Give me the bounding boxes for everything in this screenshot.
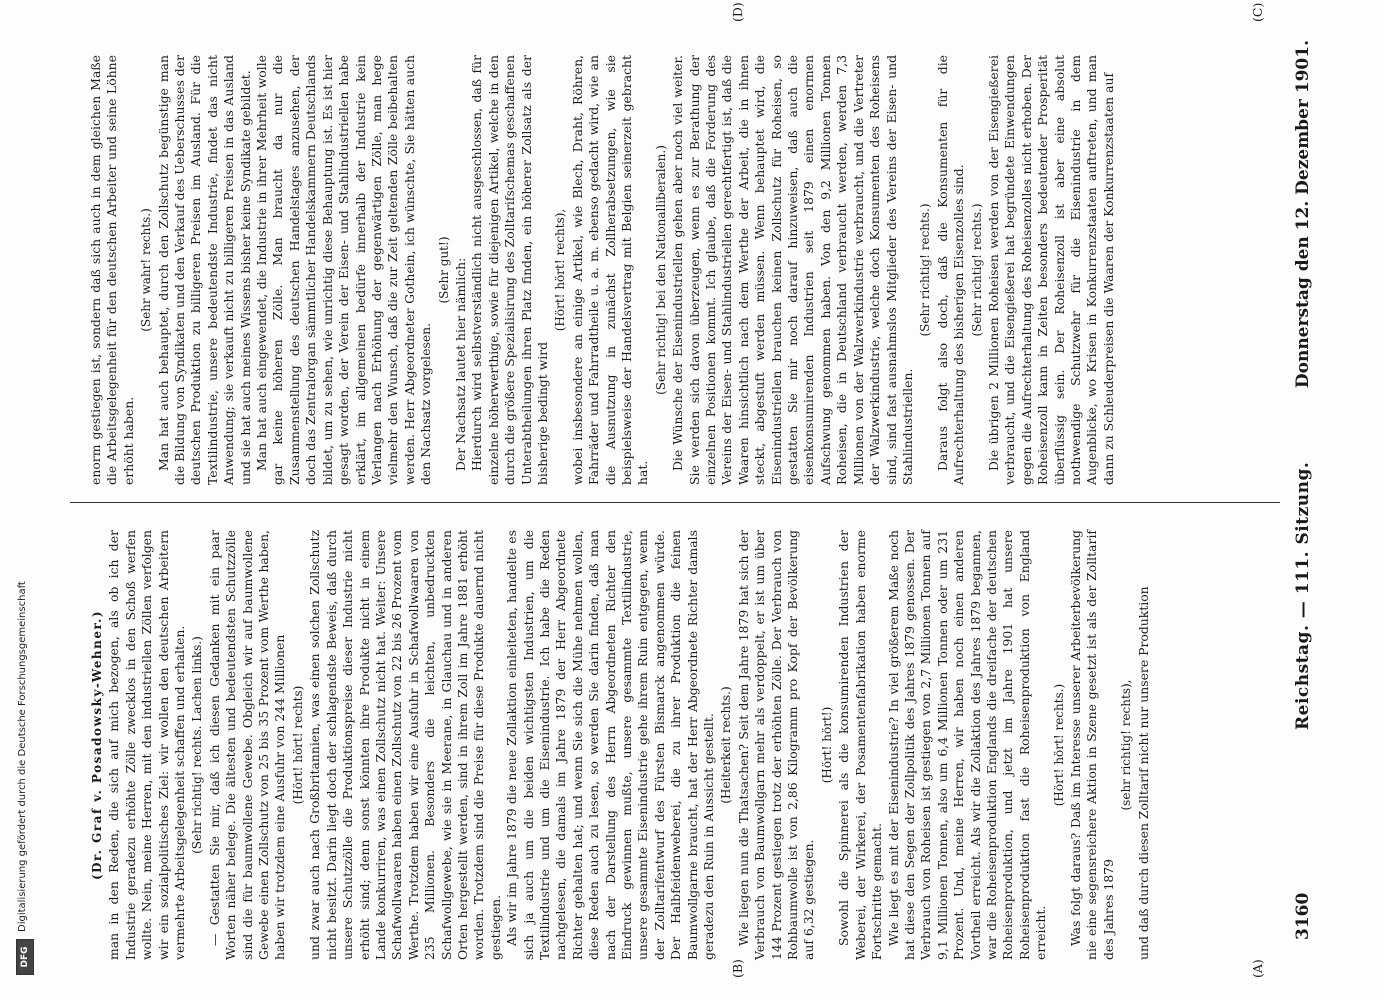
interjection: (Hört! hört! rechts) bbox=[290, 685, 305, 805]
digitization-credit: Digitalisierung gefördert durch die Deutsche Forschungsgemeinschaft bbox=[17, 581, 28, 932]
paragraph: und zwar auch nach Großbritannien, was einen solchen Zollschutz nicht besitzt. Darin liegt doch der schlagendste Beweis, daß durch unsere Schutzzölle die Produktionspreise dieser Industrie nicht erhöht sind; denn sonst könnten ihre Produkte nicht in einem Lande konkurriren, was einen Zollschutz nicht hat. Weiter: Unsere Schafwollwaaren haben einen Zollschutz von 22 bis 26 Prozent vom Werthe. Trotzdem haben wir eine Ausfuhr in Schafwollwaaren von 235 Millionen. Besonders die leichten, unbedruckten Schafwollgewebe, wie sie in Meerane, in Glauchau und in anderen Orten hergestellt werden, sind in ihrem Zoll im Jahre 1881 erhöht worden. Trotzdem sind die Preise für diese Produkte dauernd nicht gestiegen. bbox=[307, 530, 503, 960]
paragraph: Der Nachsatz lautet hier nämlich: bbox=[452, 257, 468, 471]
paragraph: Als wir im Jahre 1879 die neue Zollaktion einleiteten, handelte es sich ja auch um die beiden wichtigsten Industrien, um die Textilindustrie und um die Eisenindustrie. Ich habe die Reden nachgelesen, die damals im Jahre 1879 der Herr Abgeordnete Richter gehalten hat; und wenn Sie sich die Mühe nehmen wollen, diese Reden auch zu lesen, so werden Sie darin finden, daß man nach der Darstellung des Herrn Abgeordneten Richter den Eindruck gewinnen mußte, unsere gesammte Textilindustrie, unsere gesammte Eisenindustrie gehe ihrem Ruin entgegen, wenn der Zolltarifentwurf des Fürsten Bismarck angenommen würde. Der Halbfeidenweberei, die zu ihrer Produktion die feinen Baumwollgarne braucht, hat der Herr Abgeordnete Richter damals geradezu den Ruin in Aussicht gestellt. bbox=[504, 530, 717, 960]
dfg-logo: DFG bbox=[16, 939, 34, 975]
left-column bbox=[88, 530, 1152, 960]
paragraph: Wie liegt es mit der Eisenindustrie? In viel größerem Maße noch hat diese den Segen der Zollpolitik des Jahres 1879 genossen. Der Verbrauch von Roheisen ist gestiegen von 2,7 Millionen Tonnen auf 9,1 Millionen Tonnen, also um 6,4 Millionen Tonnen oder um 231 Prozent. Und, meine Herren, wir haben noch einen anderen Vortheil erreicht. Als wir die Zollaktion des Jahres 1879 begannen, war die Roheisenproduktion Englands die dreifache der deutschen Roheisenproduktion, und jetzt im Jahre 1901 hat unsere Roheisenproduktion fast die Roheisenproduktion von England erreicht. bbox=[885, 530, 1049, 960]
interjection: (sehr richtig! rechts), bbox=[1119, 679, 1134, 811]
margin-marker-c: (C) bbox=[1250, 2, 1265, 22]
page-number: 3160 bbox=[1293, 892, 1313, 940]
paragraph: Was folgt daraus? Daß im Interesse unserer Arbeiterbevölkerung nie eine segensreichere Aktion in Szene gesetzt ist als der Zolltarif des Jahres 1879 bbox=[1067, 530, 1116, 960]
interjection: (Sehr richtig! rechts.) bbox=[969, 203, 984, 337]
margin-marker-d: (D) bbox=[730, 2, 745, 22]
page-header bbox=[1285, 40, 1325, 940]
interjection: (Sehr wahr! rechts.) bbox=[139, 208, 154, 332]
quoted-paragraph: Hierdurch wird selbstverständlich nicht ausgeschlossen, daß für einzelne höherwerthige, sowie für diejenigen Artikel, welche in den durch die größere Spezialisirung des Zolltarifschemas geschaffenen Unterabtheilungen ihren Platz finden, ein höherer Zollsatz als der bisherige bedingt wird bbox=[469, 55, 550, 485]
paragraph: Man hat auch behauptet, durch den Zollschutz begünstige man die Bildung von Syndikaten und den Verkauf des Ueberschusses der deutschen Produktion zu billigeren Preisen im Ausland. Für die Textilindustrie, unsere bedeutendste Industrie, findet das nicht Anwendung; sie verkauft nicht zu billigeren Preisen in das Ausland und sie hat auch meines Wissens bisher keine Syndikate gebildet. bbox=[155, 55, 253, 485]
interjection: (Sehr richtig! bei den Nationalliberalen.) bbox=[653, 145, 668, 395]
margin-marker-b: (B) bbox=[730, 959, 745, 978]
session-title: Reichstag. — 111. Sitzung. bbox=[1293, 461, 1313, 730]
interjection: (Hört! hört!) bbox=[819, 706, 834, 784]
interjection: (Sehr richtig! rechts. Lachen links.) bbox=[190, 636, 205, 854]
right-column bbox=[88, 55, 1117, 485]
paragraph: Wie liegen nun die Thatsachen? Seit dem Jahre 1879 hat sich der Verbrauch von Baumwollgarn mehr als verdoppelt, er ist um über 144 Prozent gestiegen trotz der erhöhten Zölle. Der Verbrauch von Rohbaumwolle ist von 2,86 Kilogramm pro Kopf der Bevölkerung auf 6,32 gestiegen. bbox=[735, 530, 817, 960]
paragraph: Sowohl die Spinnerei als die konsumirenden Industrien der Weberei, der Wirkerei, der Posamentenfabrikation haben enorme Fortschritte gemacht. bbox=[836, 530, 885, 960]
paragraph: und daß durch diesen Zolltarif nicht nur unsere Produktion bbox=[1135, 586, 1151, 960]
interjection: (Sehr gut!) bbox=[436, 236, 451, 304]
paragraph: Daraus folgt also doch, daß die Konsumenten für die Aufrechterhaltung des bisherigen Eisenzolles sind. bbox=[934, 55, 967, 485]
interjection: (Sehr richtig! rechts.) bbox=[918, 203, 933, 337]
quoted-paragraph: wobei insbesondere an einige Artikel, wie Blech, Draht, Röhren, Fahrräder und Fahrradtheile u. a. m. ebenso gedacht wird, wie an die Ausnutzung in zunächst Zollherabsetzungen, wie sie beispielsweise der Handelsvertrag mit Belgien seinerzeit gebracht hat. bbox=[569, 55, 651, 485]
interjection: (Hört! hört! rechts), bbox=[553, 208, 568, 332]
speaker-label: (Dr. Graf v. Posadowsky-Wehner.) bbox=[90, 609, 104, 881]
paragraph: Die Wünsche der Eisenindustriellen gehen aber noch viel weiter. Sie werden sich davon überzeugen, wenn es zur Berathung der einzelnen Positionen kommt. Ich glaube, daß die Forderung des Vereins der Eisen- und Stahlindustriellen gerechtfertigt ist, daß die Waaren hinsichtlich nach dem Werthe der Arbeit, die in ihnen steckt, abgestuft werden müssen. Wenn behauptet wird, die Eisenindustriellen brauchen keinen Zollschutz für Roheisen, so gestatten Sie mir noch darauf hinzuweisen, daß auch die eisenkonsumirenden Industrien seit 1879 einen enormen Aufschwung genommen haben. Von den 9,2 Millionen Tonnen Roheisen, die in Deutschland verbraucht werden, werden 7,3 Millionen von der Walzwerkindustrie verbraucht, und die Vertreter der Walzwerkindustrie, welche doch Konsumenten des Roheisens sind, sind fast ausnahmslos Mitglieder des Vereins der Eisen- und Stahlindustriellen. bbox=[670, 55, 915, 485]
session-date: Donnerstag den 12. Dezember 1901. bbox=[1293, 40, 1313, 389]
margin-marker-a: (A) bbox=[1250, 959, 1265, 978]
paragraph: Man hat auch eingewendet, die Industrie in ihrer Mehrheit wolle gar keine höheren Zölle. Man braucht da nur die Zusammenstellung des deutschen Handelstages anzusehen, der doch das Zentralorgan sämmtlicher Handelskammern Deutschlands bildet, um zu sehen, wie unrichtig diese Behauptung ist. Es ist hier gesagt worden, der Verein der Eisen- und Stahlindustriellen habe erklärt, im allgemeinen bedürfe innerhalb der Industrie kein Verlangen nach Erhöhung der gegenwärtigen Zölle, man hege vielmehr den Wunsch, daß die zur Zeit geltenden Zölle beibehalten werden. Herr Abgeordneter Gothein, ich wünschte, Sie hätten auch den Nachsatz vorgelesen. bbox=[254, 55, 434, 485]
paragraph: — Gestatten Sie mir, daß ich diesen Gedanken mit ein paar Worten näher belege. Die ältesten und bedeutendsten Schutzzölle sind die für baumwollene Gewebe. Obgleich wir auf baumwollene Gewebe einen Zollschutz von 25 bis 35 Prozent vom Werthe haben, haben wir trotzdem eine Ausfuhr von 244 Millionen bbox=[206, 530, 288, 960]
interjection: (Heiterkeit rechts.) bbox=[719, 686, 734, 804]
column-divider bbox=[70, 502, 1280, 503]
interjection: (Hört! hört! rechts.) bbox=[1051, 683, 1066, 807]
paragraph: Die übrigen 2 Millionen Roheisen werden von der Eisengießerei verbraucht, und die Eisengießerei hat begründete Einwendungen gegen die Aufrechterhaltung des Roheisenzolles nicht erhoben. Der Roheisenzoll kann in Zeiten besonders bedeutender Prosperität überflüssig sein. Der Roheisenzoll ist aber eine absolut nothwendige Schutzwehr für die Eisenindustrie in dem Augenblicke, wo Krisen in Konkurrenzstaaten auftreten, und man dann zu Schleuderpreisen die Waaren der Konkurrenzstaaten auf bbox=[985, 55, 1116, 485]
paragraph: enorm gestiegen ist, sondern daß sich auch in dem gleichen Maße die Arbeitsgelegenheit für den deutschen Arbeiter und seine Löhne erhöht haben. bbox=[88, 55, 136, 485]
paragraph: man in den Reden, die sich auf mich bezogen, als ob ich der Industrie geradezu erhöhte Zölle zwecklos in den Schoß werfen wollte. Nein, meine Herren, mit den industriellen Zöllen verfolgen wir ein sozialpolitisches Ziel: wir wollen den deutschen Arbeitern vermehrte Arbeitsgelegenheit schaffen und erhalten. bbox=[106, 530, 188, 960]
